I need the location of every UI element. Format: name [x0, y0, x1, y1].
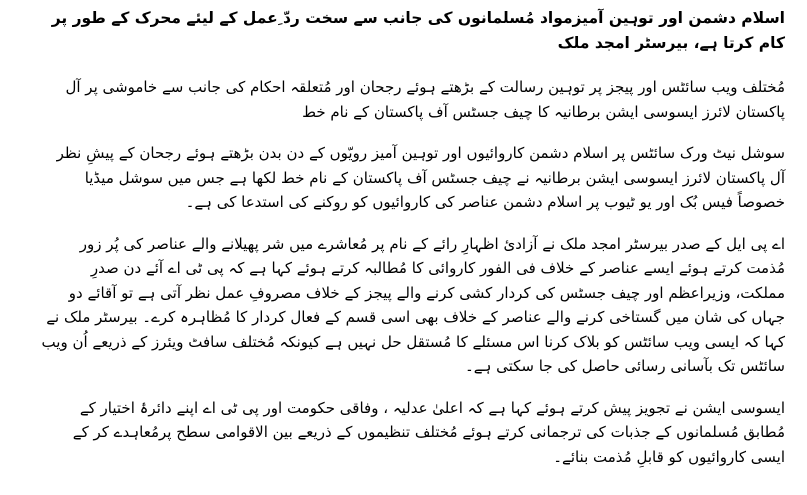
article-paragraph: مُختلف ویب سائٹس اور پیجز پر توہین رسالت کے بڑھتے ہوئے رجحان اور مُتعلقہ احکام کی جانب سے خاموشی پر آل پاکستان لائرز ایسوسی ایشن برطانیہ کا چیف جسٹس آف پاکستان کے نام خط: [65, 78, 785, 121]
article-paragraph: اے پی ایل کے صدر بیرسٹر امجد ملک نے آزادیٔ اظہارِ رائے کے نام پر مُعاشرے میں شر پھیلانے والے عناصر کی پُر زور مُذمت کرتے ہوئے ایسے عناصر کے خلاف فی الفور کاروائی کا مُطالبہ کرتے ہوئے کہا ہے کہ پی ٹی اے آئے دن صدرِ مملکت، وزیراعظم اور چیف جسٹس کی کردار کشی کرنے والے پیجز کے خلاف مصروفِ عمل نظر آتی ہے تو آقائے دو جہاں کی شان میں گستاخی کرنے والے عناصر کے خلاف بھی اسی قسم کے فعال کردار کا مُظاہرہ کرے۔ بیرسٹر ملک نے کہا کہ ایسی ویب سائٹس کو بلاک کرنا اس مسئلے کا مُستقل حل نہیں ہے کیونکہ مُختلف سافٹ ویئرز کے ذریعے اُن ویب سائٹس تک بآسانی رسائی حاصل کی جا سکتی ہے۔: [41, 234, 785, 375]
article-paragraph: ایسوسی ایشن نے تجویز پیش کرتے ہوئے کہا ہے کہ اعلیٰ عدلیہ ، وفاقی حکومت اور پی ٹی اے اپنے دائرۂ اختیار کے مُطابق مُسلمانوں کے جذبات کی ترجمانی کرتے ہوئے مُختلف تنظیموں کے ذریعے بین الاقوامی سطح پرمُعاہدے کر کے ایسی کاروائیوں کو قابلِ مُذمت بنائے۔: [72, 398, 785, 466]
article-headline: اسلام دشمن اور توہین آمیزمواد مُسلمانوں کی جانب سے سخت ردّ ِعمل کے لیئے محرک کے طور پر کام کرتا ہے، بیرسٹر امجد ملک: [51, 9, 785, 52]
article-paragraph: سوشل نیٹ ورک سائٹس پر اسلام دشمن کاروائیوں اور توہین آمیز رویّوں کے دن بدن بڑھتے ہوئے رجحان کے پیشِ نظر آل پاکستان لائرز ایسوسی ایشن برطانیہ نے چیف جسٹس آف پاکستان کے نام خط لکھا ہے جس میں سوشل میڈیا خصوصاً فیس بُک اور یو ٹیوب پر اسلام دشمن عناصر کی کاروائیوں کو روکنے کی استدعا کی ہے۔: [56, 144, 785, 211]
